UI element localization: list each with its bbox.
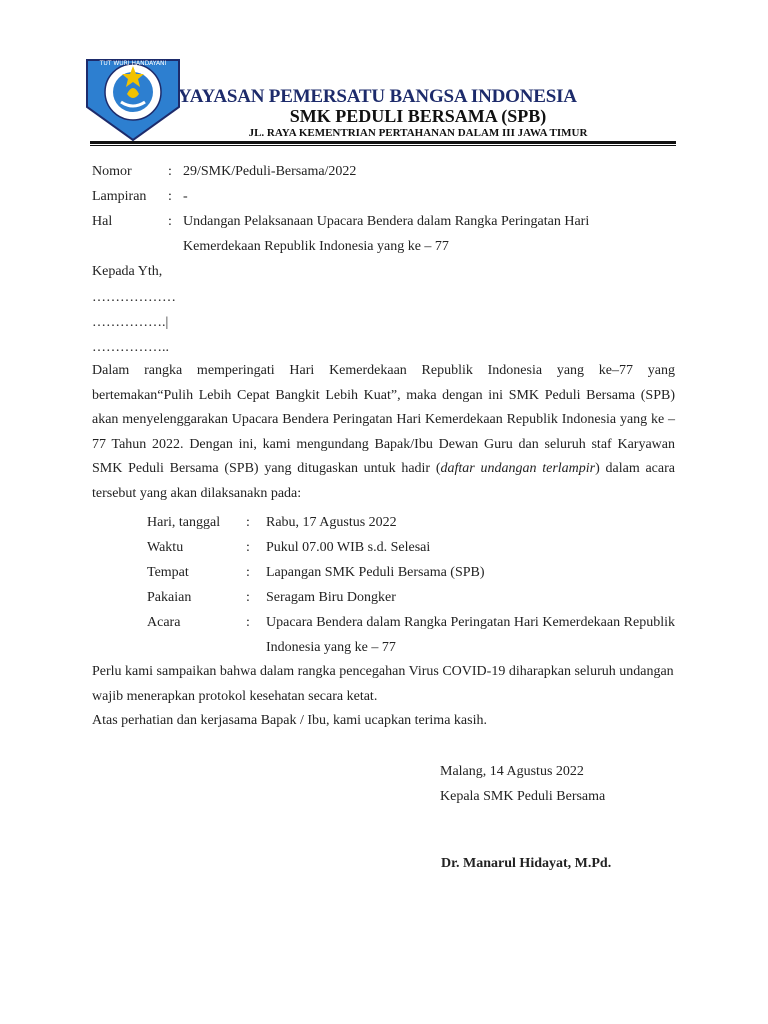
logo-motto: TUT WURI HANDAYANI	[99, 60, 167, 67]
detail-label-time: Waktu	[147, 540, 184, 555]
detail-label-attire: Pakaian	[147, 590, 192, 605]
signer-position: Kepala SMK Peduli Bersama	[440, 789, 606, 804]
field-label-hal: Hal	[92, 214, 113, 229]
detail-value-time: Pukul 07.00 WIB s.d. Selesai	[266, 540, 431, 555]
recipient-line: ……………..	[92, 340, 169, 355]
letterhead-divider	[90, 141, 676, 144]
logo-emblem-icon	[83, 52, 183, 142]
field-colon: :	[168, 214, 172, 229]
foundation-name: YAYASAN PEMERSATU BANGSA INDONESIA	[178, 86, 577, 107]
detail-value-event: Upacara Bendera dalam Rangka Peringatan Hari Kemerdekaan Republik Indonesia yang ke – 77	[266, 615, 675, 655]
signer-name: Dr. Manarul Hidayat, M.Pd.	[441, 856, 612, 871]
field-label-lampiran: Lampiran	[92, 189, 147, 204]
body-text-end: ) dalam acara tersebut yang akan dilaksanakn pada:	[92, 461, 675, 501]
detail-colon: :	[246, 565, 250, 580]
closing-paragraph: Perlu kami sampaikan bahwa dalam rangka pencegahan Virus COVID-19 diharapkan seluruh undangan wajib menerapkan protokol kesehatan secara ketat.	[92, 664, 674, 704]
body-paragraph	[92, 359, 675, 506]
field-value-hal-cont: Kemerdekaan Republik Indonesia yang ke – 77	[183, 239, 449, 254]
detail-value-date: Rabu, 17 Agustus 2022	[266, 515, 397, 530]
field-value-lampiran: -	[183, 189, 188, 204]
tut-wuri-handayani-logo	[83, 52, 183, 142]
recipient-greeting: Kepada Yth,	[92, 264, 163, 279]
body-italic: daftar undangan terlampir	[440, 461, 596, 476]
recipient-line: ………………	[92, 290, 176, 305]
detail-colon: :	[246, 515, 250, 530]
detail-label-event: Acara	[147, 615, 181, 630]
detail-value-place: Lapangan SMK Peduli Bersama (SPB)	[266, 565, 485, 580]
school-address: JL. RAYA KEMENTRIAN PERTAHANAN DALAM III JAWA TIMUR	[248, 127, 588, 139]
detail-label-place: Tempat	[147, 565, 189, 580]
recipient-line: …………….|	[92, 315, 169, 330]
body-text: Dalam rangka memperingati Hari Kemerdekaan Republik Indonesia yang ke–77 yang bertemakan“Pulih Lebih Cepat Bangkit Lebih Kuat”, maka dengan ini SMK Peduli Bersama (SPB) akan menyelenggarakan Upacara Bendera Peringatan Hari Kemerdekaan Republik Indonesia yang ke – 77 Tahun 2022. Dengan ini, kami mengundang Bapak/Ibu Dewan Guru dan seluruh staf Karyawan SMK Peduli Bersama (SPB) yang ditugaskan untuk hadir (	[92, 363, 675, 476]
field-colon: :	[168, 189, 172, 204]
letterhead-divider-thin	[90, 145, 676, 146]
detail-colon: :	[246, 590, 250, 605]
school-name: SMK PEDULI BERSAMA (SPB)	[289, 106, 547, 126]
detail-colon: :	[246, 540, 250, 555]
field-label-nomor: Nomor	[92, 164, 132, 179]
thanks-paragraph: Atas perhatian dan kerjasama Bapak / Ibu, kami ucapkan terima kasih.	[92, 713, 487, 728]
field-value-nomor: 29/SMK/Peduli-Bersama/2022	[183, 164, 357, 179]
field-value-hal: Undangan Pelaksanaan Upacara Bendera dalam Rangka Peringatan Hari	[183, 214, 590, 229]
detail-value-attire: Seragam Biru Dongker	[266, 590, 396, 605]
place-date: Malang, 14 Agustus 2022	[440, 764, 584, 779]
detail-label-date: Hari, tanggal	[147, 515, 221, 530]
field-colon: :	[168, 164, 172, 179]
detail-colon: :	[246, 615, 250, 630]
